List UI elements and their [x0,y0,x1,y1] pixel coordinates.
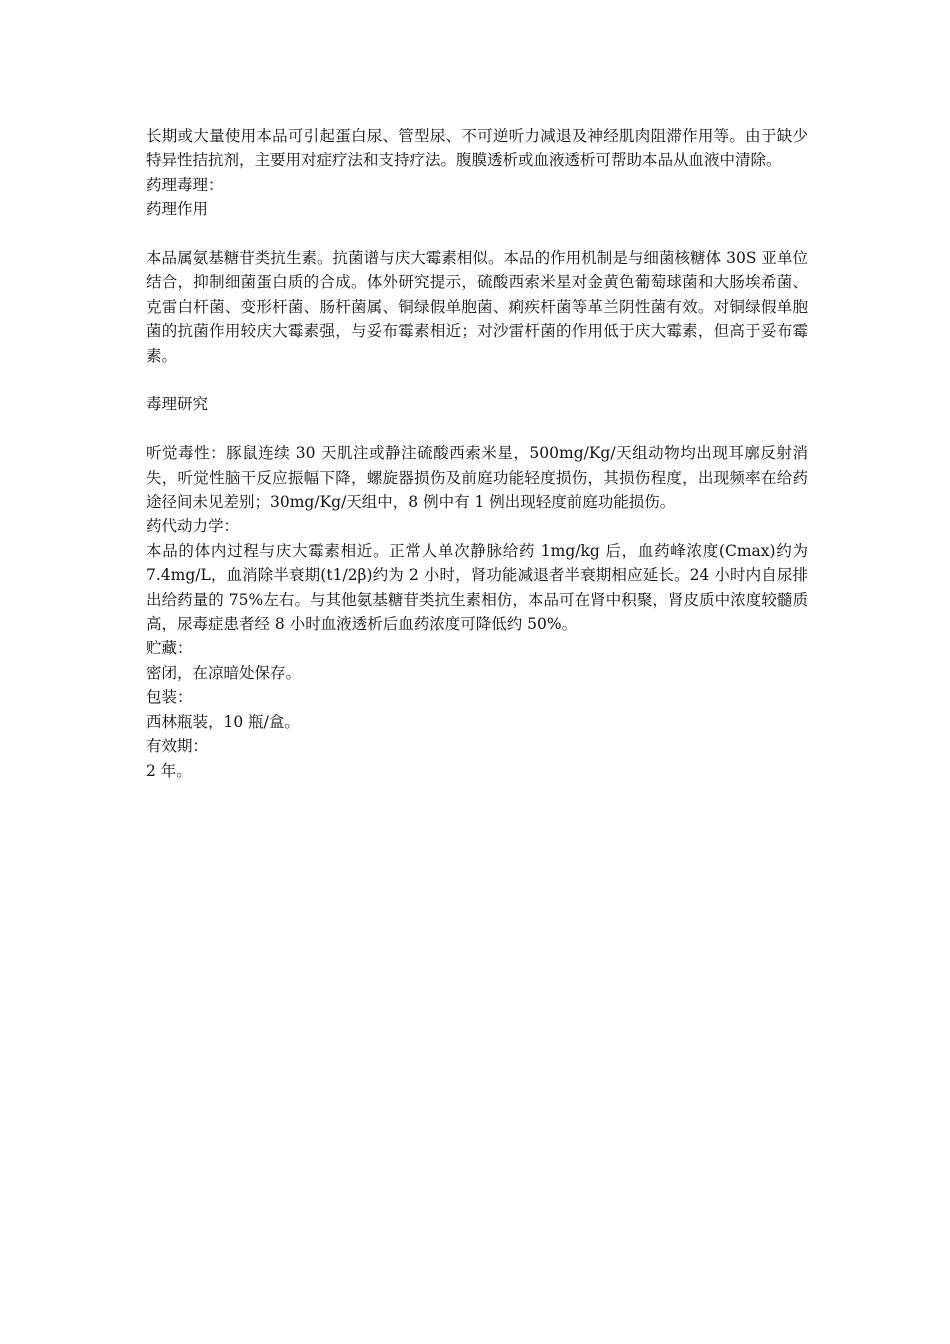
blank-line [146,417,808,441]
blank-line [146,368,808,392]
storage-text: 密闭，在凉暗处保存。 [146,663,302,682]
toxicology-research-heading: 毒理研究 [146,395,209,414]
pharmacokinetics-heading: 药代动力学： [146,517,240,536]
pharmacokinetics-paragraph: 本品的体内过程与庆大霉素相近。正常人单次静脉给药 1mg/kg 后，血药峰浓度(Cmax)约为 7.4mg/L，血消除半衰期(t1/2β)约为 2 小时，肾功能减退者半衰期相应延长。24 小时内自尿排出给药量的 75%左右。与其他氨基糖苷类抗生素相仿，本品可在肾中积聚，肾皮质中浓度较髓质高，尿毒症患者经 8 小时血液透析后血药浓度可降低约 50%。 [146,541,808,634]
pharmacology-toxicology-heading: 药理毒理： [146,175,224,194]
document-body [146,124,808,783]
validity-heading: 有效期： [146,737,209,756]
blank-line [146,222,808,246]
package-heading: 包装： [146,688,193,707]
toxicology-research-paragraph: 听觉毒性：豚鼠连续 30 天肌注或静注硫酸西索米星，500mg/Kg/天组动物均出现耳廓反射消失，听觉性脑干反应振幅下降，螺旋器损伤及前庭功能轻度损伤，其损伤程度，出现频率在给药途径间未见差别；30mg/Kg/天组中，8 例中有 1 例出现轻度前庭功能损伤。 [146,444,808,512]
pharmacology-action-paragraph: 本品属氨基糖苷类抗生素。抗菌谱与庆大霉素相似。本品的作用机制是与细菌核糖体 30S 亚单位结合，抑制细菌蛋白质的合成。体外研究提示，硫酸西索米星对金黄色葡萄球菌和大肠埃希菌、克雷白杆菌、变形杆菌、肠杆菌属、铜绿假单胞菌、痢疾杆菌等革兰阴性菌有效。对铜绿假单胞菌的抗菌作用较庆大霉素强，与妥布霉素相近；对沙雷杆菌的作用低于庆大霉素，但高于妥布霉素。 [146,249,808,365]
package-text: 西林瓶装，10 瓶/盒。 [146,712,300,731]
pharmacology-action-heading: 药理作用 [146,200,209,219]
validity-text: 2 年。 [146,761,192,780]
storage-heading: 贮藏： [146,639,193,658]
overdose-paragraph: 长期或大量使用本品可引起蛋白尿、管型尿、不可逆听力减退及神经肌肉阻滞作用等。由于缺少特异性拮抗剂，主要用对症疗法和支持疗法。腹膜透析或血液透析可帮助本品从血液中清除。 [146,127,808,170]
